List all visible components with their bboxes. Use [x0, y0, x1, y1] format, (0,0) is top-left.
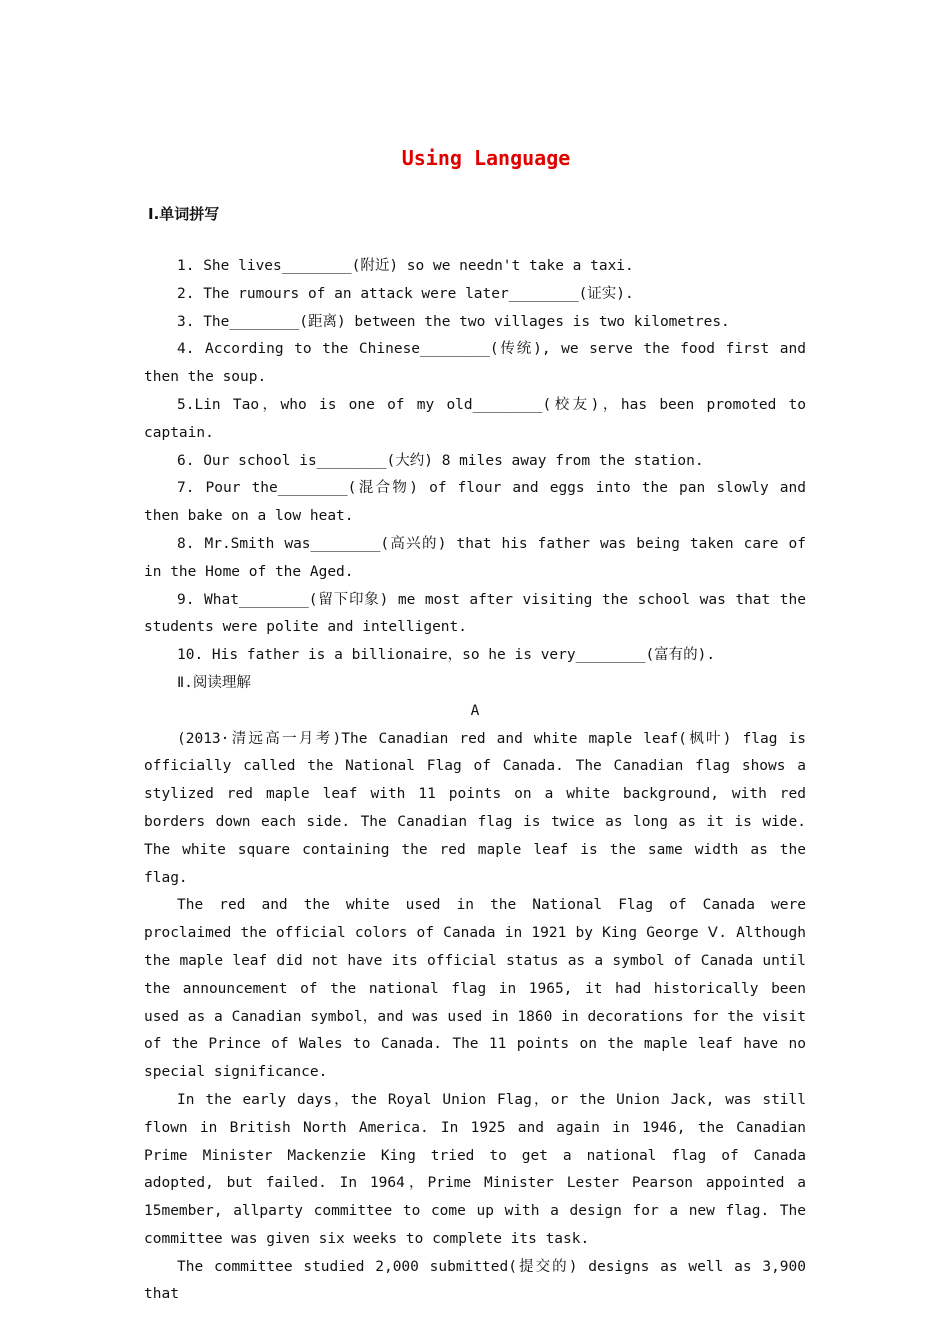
passage-paragraph-2: The red and the white used in the National Flag of Canada were proclaimed the official colors of Canada in 1921 by King George Ⅴ. Although the maple leaf did not have its official status as a symbol of Canada until the announcement of the national flag in 1965, it had historically been used as a Canadian symbol，and was used in 1860 in decorations for the visit of the Prince of Wales to Canada. The 11 points on the maple leaf have no special significance.: [144, 897, 806, 1081]
question-7: 7. Pour the________(混合物) of flour and eggs into the pan slowly and then bake on a low heat.: [144, 480, 806, 525]
question-10: 10. His father is a billionaire，so he is very________(富有的).: [177, 647, 716, 664]
question-8: 8. Mr.Smith was________(高兴的) that his father was being taken care of in the Home of the Aged.: [144, 535, 806, 580]
passage-paragraph-3: In the early days，the Royal Union Flag，or the Union Jack, was still flown in British North America. In 1925 and again in 1946, the Canadian Prime Minister Mackenzie King tried to get a national flag of Canada adopted, but failed. In 1964，Prime Minister Lester Pearson appointed a 15member, allparty committee to come up with a design for a new flag. The committee was given six weeks to complete its task.: [144, 1091, 806, 1247]
section-heading-reading: Ⅱ.阅读理解: [177, 674, 251, 691]
page-title: Using Language: [401, 146, 571, 170]
question-2: 2. The rumours of an attack were later________(证实).: [177, 285, 634, 302]
question-1: 1. She lives________(附近) so we needn't take a taxi.: [177, 258, 634, 274]
passage-paragraph-4: The committee studied 2,000 submitted(提交的) designs as well as 3,900 that: [144, 1258, 806, 1303]
section-heading-vocabulary: Ⅰ.单词拼写: [148, 205, 220, 223]
question-6: 6. Our school is________(大约) 8 miles away from the station.: [177, 452, 704, 469]
question-5: 5.Lin Tao，who is one of my old________(校友)，has been promoted to captain.: [144, 396, 806, 441]
document-body: [144, 253, 806, 1309]
question-9: 9. What________(留下印象) me most after visiting the school was that the students were polite and intelligent.: [144, 591, 806, 636]
passage-paragraph-1: (2013·清远高一月考)The Canadian red and white maple leaf(枫叶) flag is officially called the National Flag of Canada. The Canadian flag shows a stylized red maple leaf with 11 points on a white background, with red borders down each side. The Canadian flag is twice as long as it is wide. The white square containing the red maple leaf is the same width as the flag.: [144, 730, 806, 886]
passage-label: A: [470, 702, 480, 719]
question-4: 4. According to the Chinese________(传统), we serve the food first and then the soup.: [144, 341, 806, 386]
question-3: 3. The________(距离) between the two villages is two kilometres.: [177, 313, 730, 330]
